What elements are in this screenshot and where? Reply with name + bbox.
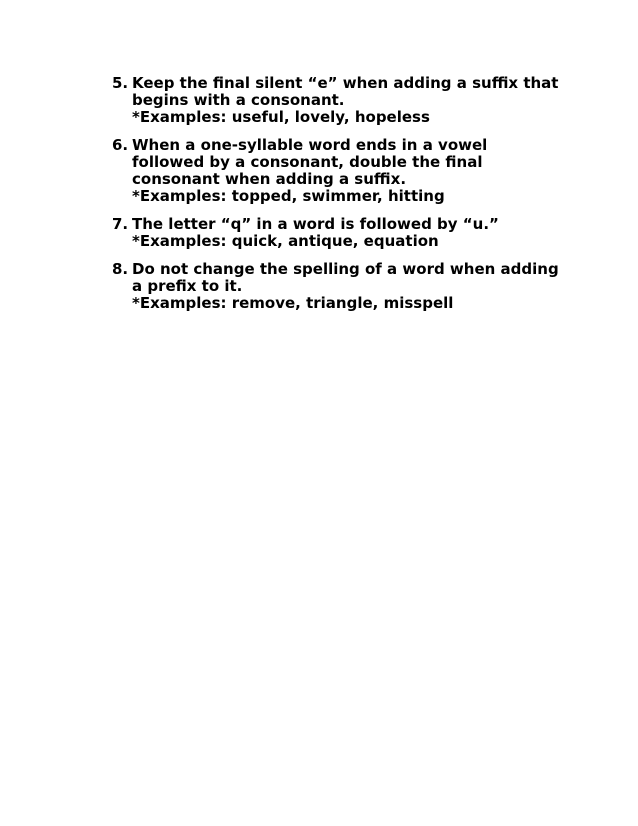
rule-text-line: begins with a consonant.: [132, 91, 345, 109]
rule-text-line: Do not change the spelling of a word when adding: [132, 260, 559, 278]
rule-number: 8.: [112, 260, 129, 278]
rule-text-line: When a one-syllable word ends in a vowel: [132, 136, 488, 154]
rule-6: [112, 137, 612, 205]
rule-examples: *Examples: topped, swimmer, hitting: [132, 187, 445, 205]
rule-5: [112, 75, 612, 126]
rule-7: [112, 216, 612, 250]
rule-text-line: followed by a consonant, double the final: [132, 153, 483, 171]
spelling-rules-list: [112, 75, 612, 323]
rule-examples: *Examples: useful, lovely, hopeless: [132, 108, 430, 126]
rule-examples: *Examples: remove, triangle, misspell: [132, 294, 454, 312]
rule-number: 7.: [112, 215, 129, 233]
rule-examples: *Examples: quick, antique, equation: [132, 232, 439, 250]
rule-number: 6.: [112, 136, 129, 154]
rule-text-line: a prefix to it.: [132, 277, 243, 295]
rule-number: 5.: [112, 74, 129, 92]
rule-text-line: Keep the final silent “e” when adding a suffix that: [132, 74, 559, 92]
rule-text-line: consonant when adding a suffix.: [132, 170, 407, 188]
rule-8: [112, 261, 612, 312]
rule-text-line: The letter “q” in a word is followed by “u.”: [132, 215, 499, 233]
